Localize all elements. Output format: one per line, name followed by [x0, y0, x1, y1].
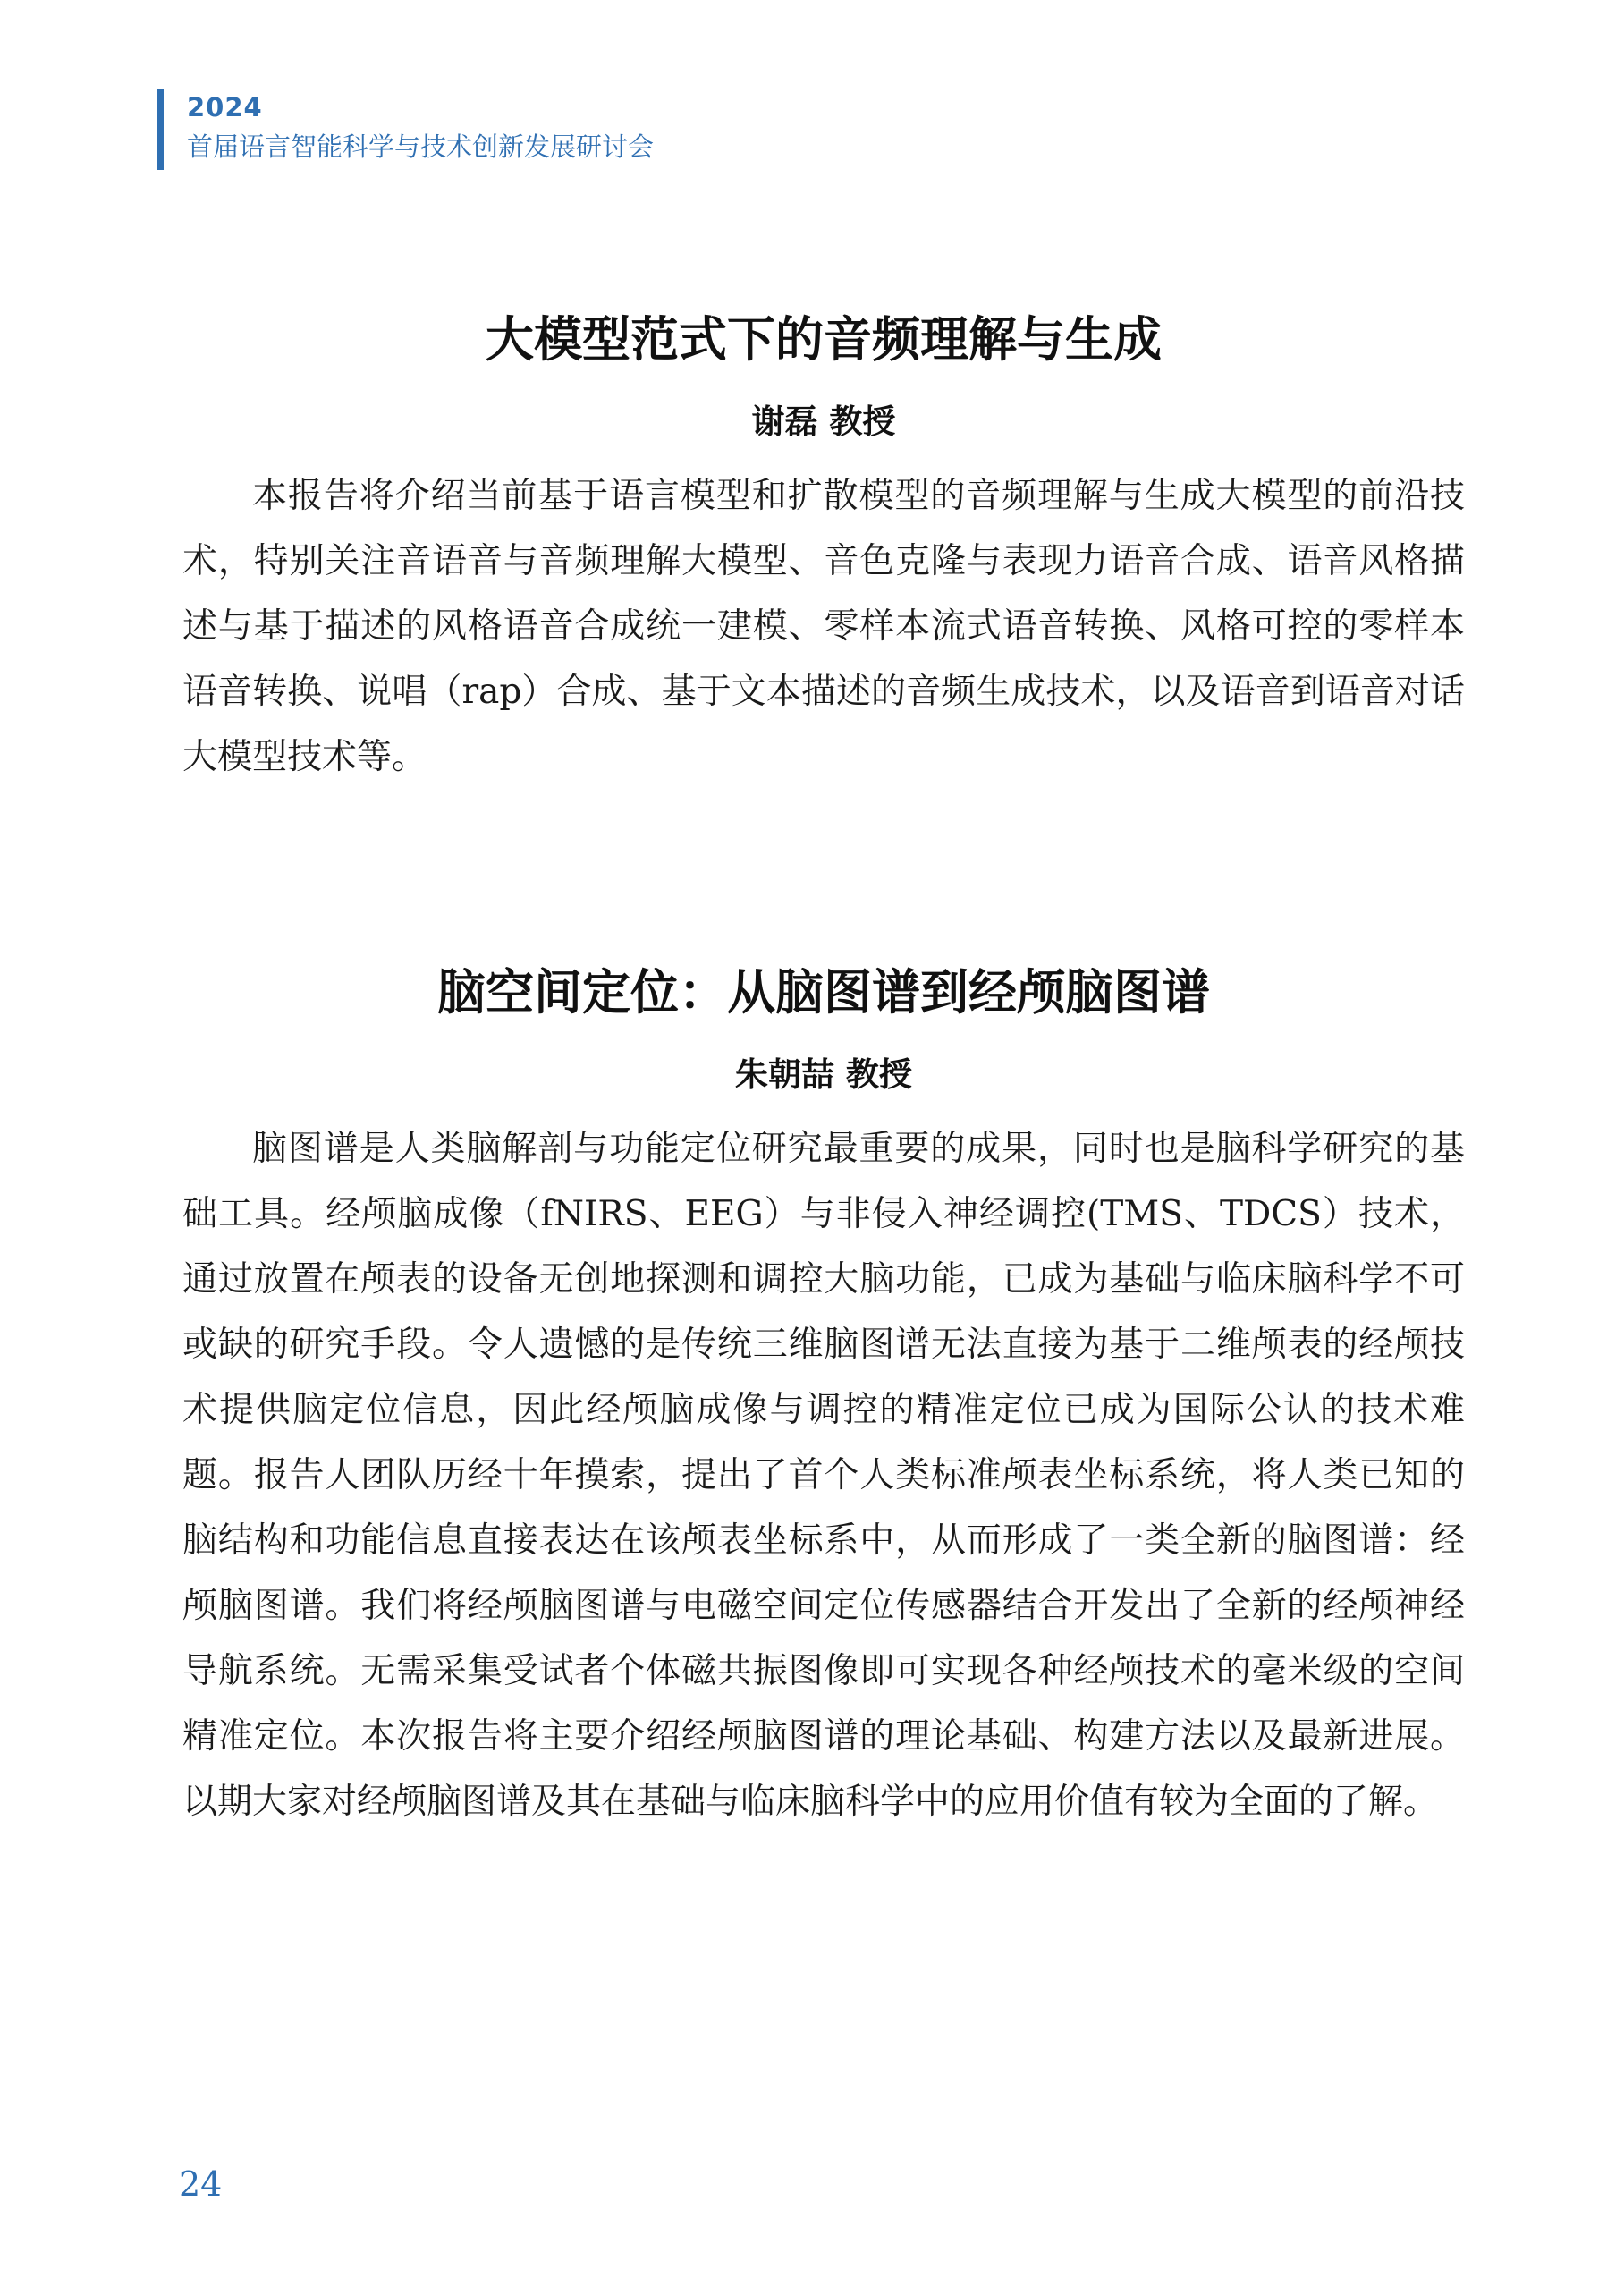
header-conference-name: 首届语言智能科学与技术创新发展研讨会 — [187, 131, 655, 162]
talk-abstract: 本报告将介绍当前基于语言模型和扩散模型的音频理解与生成大模型的前沿技术，特别关注音语音与音频理解大模型、音色克隆与表现力语音合成、语音风格描述与基于描述的风格语音合成统一建模、零样本流式语音转换、风格可控的零样本语音转换、说唱（rap）合成、基于文本描述的音频生成技术，以及语音到语音对话大模型技术等。 — [182, 476, 1465, 777]
talk-title: 脑空间定位：从脑图谱到经颅脑图谱 — [437, 964, 1210, 1020]
talk-section-2 — [182, 957, 1465, 1869]
header-year: 2024 — [187, 92, 263, 123]
talk-title: 大模型范式下的音频理解与生成 — [486, 311, 1162, 368]
talk-abstract: 脑图谱是人类脑解剖与功能定位研究最重要的成果，同时也是脑科学研究的基础工具。经颅脑成像（fNIRS、EEG）与非侵入神经调控(TMS、TDCS）技术，通过放置在颅表的设备无创地探测和调控大脑功能，已成为基础与临床脑科学不可或缺的研究手段。令人遗憾的是传统三维脑图谱无法直接为基于二维颅表的经颅技术提供脑定位信息，因此经颅脑成像与调控的精准定位已成为国际公认的技术难题。报告人团队历经十年摸索，提出了首个人类标准颅表坐标系统，将人类已知的脑结构和功能信息直接表达在该颅表坐标系中，从而形成了一类全新的脑图谱：经颅脑图谱。我们将经颅脑图谱与电磁空间定位传感器结合开发出了全新的经颅神经导航系统。无需采集受试者个体磁共振图像即可实现各种经颅技术的毫米级的空间精准定位。本次报告将主要介绍经颅脑图谱的理论基础、构建方法以及最新进展。以期大家对经颅脑图谱及其在基础与临床脑科学中的应用价值有较为全面的了解。 — [182, 1129, 1465, 1822]
talk-section-1 — [182, 304, 1465, 825]
running-header — [157, 89, 654, 170]
talk-speaker: 朱朝喆 教授 — [735, 1055, 912, 1094]
talk-speaker: 谢磊 教授 — [751, 402, 896, 441]
page-number: 24 — [179, 2164, 223, 2204]
